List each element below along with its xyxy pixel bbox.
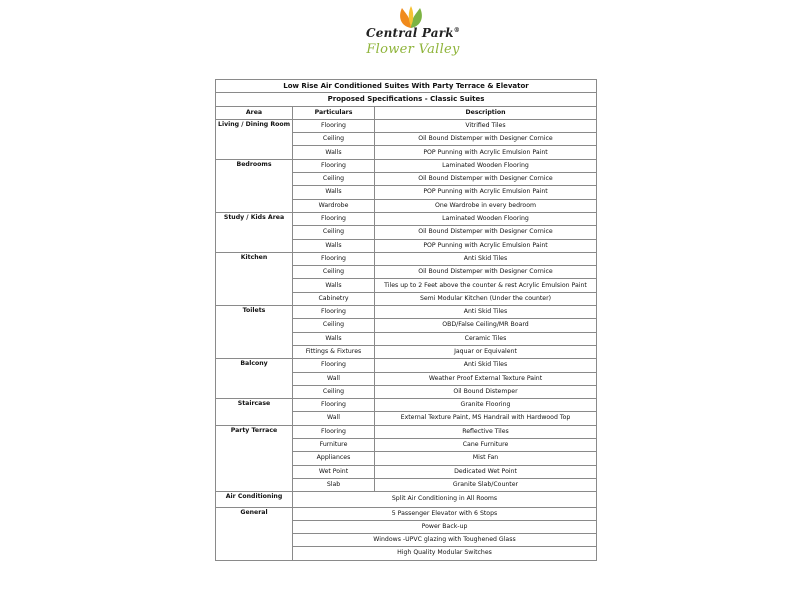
table-row [216, 212, 597, 225]
particulars-cell: Walls [293, 239, 375, 252]
particulars-cell: Flooring [293, 212, 375, 225]
table-row [216, 119, 597, 132]
table-subtitle-row [216, 93, 597, 106]
particulars-cell: Flooring [293, 425, 375, 438]
particulars-cell: Flooring [293, 119, 375, 132]
description-cell: 5 Passenger Elevator with 6 Stops [293, 507, 597, 520]
particulars-cell: Ceiling [293, 173, 375, 186]
particulars-cell: Ceiling [293, 133, 375, 146]
particulars-cell: Wet Point [293, 465, 375, 478]
description-cell: POP Punning with Acrylic Emulsion Paint [375, 146, 597, 159]
particulars-cell: Flooring [293, 252, 375, 265]
area-cell: Balcony [216, 359, 293, 399]
description-cell: Semi Modular Kitchen (Under the counter) [375, 292, 597, 305]
description-cell: Vitrified Tiles [375, 119, 597, 132]
area-cell: Party Terrace [216, 425, 293, 491]
header-area: Area [216, 106, 293, 119]
description-cell: Anti Skid Tiles [375, 359, 597, 372]
particulars-cell: Flooring [293, 399, 375, 412]
table-title: Low Rise Air Conditioned Suites With Party Terrace & Elevator [216, 80, 597, 93]
area-cell: General [216, 507, 293, 560]
table-row [216, 359, 597, 372]
area-cell: Staircase [216, 399, 293, 426]
description-cell: Granite Slab/Counter [375, 478, 597, 491]
description-cell: Granite Flooring [375, 399, 597, 412]
area-cell: Study / Kids Area [216, 212, 293, 252]
particulars-cell: Wardrobe [293, 199, 375, 212]
particulars-cell: Furniture [293, 439, 375, 452]
description-cell: Laminated Wooden Flooring [375, 212, 597, 225]
particulars-cell: Walls [293, 332, 375, 345]
description-cell: Oil Bound Distemper [375, 385, 597, 398]
particulars-cell: Wall [293, 412, 375, 425]
table-row [216, 492, 597, 507]
description-cell: Laminated Wooden Flooring [375, 159, 597, 172]
area-cell: Kitchen [216, 252, 293, 305]
particulars-cell: Walls [293, 146, 375, 159]
particulars-cell: Walls [293, 186, 375, 199]
description-cell: Split Air Conditioning in All Rooms [293, 492, 597, 507]
particulars-cell: Flooring [293, 306, 375, 319]
description-cell: Jaquar or Equivalent [375, 345, 597, 358]
particulars-cell: Wall [293, 372, 375, 385]
table-row [216, 507, 597, 520]
description-cell: Anti Skid Tiles [375, 252, 597, 265]
table-row [216, 306, 597, 319]
description-cell: One Wardrobe in every bedroom [375, 199, 597, 212]
particulars-cell: Slab [293, 478, 375, 491]
particulars-cell: Ceiling [293, 226, 375, 239]
particulars-cell: Walls [293, 279, 375, 292]
header-description: Description [375, 106, 597, 119]
description-cell: Oil Bound Distemper with Designer Cornice [375, 226, 597, 239]
particulars-cell: Appliances [293, 452, 375, 465]
particulars-cell: Fittings & Fixtures [293, 345, 375, 358]
table-row [216, 252, 597, 265]
table-row [216, 159, 597, 172]
area-cell: Toilets [216, 306, 293, 359]
area-cell: Air Conditioning [216, 492, 293, 507]
description-cell: Tiles up to 2 Feet above the counter & rest Acrylic Emulsion Paint [375, 279, 597, 292]
description-cell: OBD/False Ceiling/MR Board [375, 319, 597, 332]
table-header-row [216, 106, 597, 119]
central-park-logo [358, 4, 468, 62]
description-cell: Oil Bound Distemper with Designer Cornice [375, 173, 597, 186]
description-cell: Ceramic Tiles [375, 332, 597, 345]
description-cell: Reflective Tiles [375, 425, 597, 438]
particulars-cell: Ceiling [293, 319, 375, 332]
description-cell: Oil Bound Distemper with Designer Cornice [375, 133, 597, 146]
table-row [216, 399, 597, 412]
description-cell: Windows -UPVC glazing with Toughened Glass [293, 534, 597, 547]
area-cell: Living / Dining Room [216, 119, 293, 159]
description-cell: Oil Bound Distemper with Designer Cornice [375, 266, 597, 279]
description-cell: POP Punning with Acrylic Emulsion Paint [375, 239, 597, 252]
description-cell: Weather Proof External Texture Paint [375, 372, 597, 385]
description-cell: POP Punning with Acrylic Emulsion Paint [375, 186, 597, 199]
description-cell: High Quality Modular Switches [293, 547, 597, 560]
particulars-cell: Ceiling [293, 266, 375, 279]
particulars-cell: Flooring [293, 359, 375, 372]
area-cell: Bedrooms [216, 159, 293, 212]
table-subtitle: Proposed Specifications - Classic Suites [216, 93, 597, 106]
description-cell: Power Back-up [293, 520, 597, 533]
specifications-table [215, 79, 597, 561]
header-particulars: Particulars [293, 106, 375, 119]
table-row [216, 425, 597, 438]
logo-brand-text: Central Park® [365, 26, 460, 40]
description-cell: Dedicated Wet Point [375, 465, 597, 478]
description-cell: Cane Furniture [375, 439, 597, 452]
logo-sub-text: Flower Valley [366, 42, 460, 57]
description-cell: Anti Skid Tiles [375, 306, 597, 319]
particulars-cell: Cabinetry [293, 292, 375, 305]
table-title-row [216, 80, 597, 93]
description-cell: Mist Fan [375, 452, 597, 465]
particulars-cell: Flooring [293, 159, 375, 172]
particulars-cell: Ceiling [293, 385, 375, 398]
description-cell: External Texture Paint, MS Handrail with Hardwood Top [375, 412, 597, 425]
